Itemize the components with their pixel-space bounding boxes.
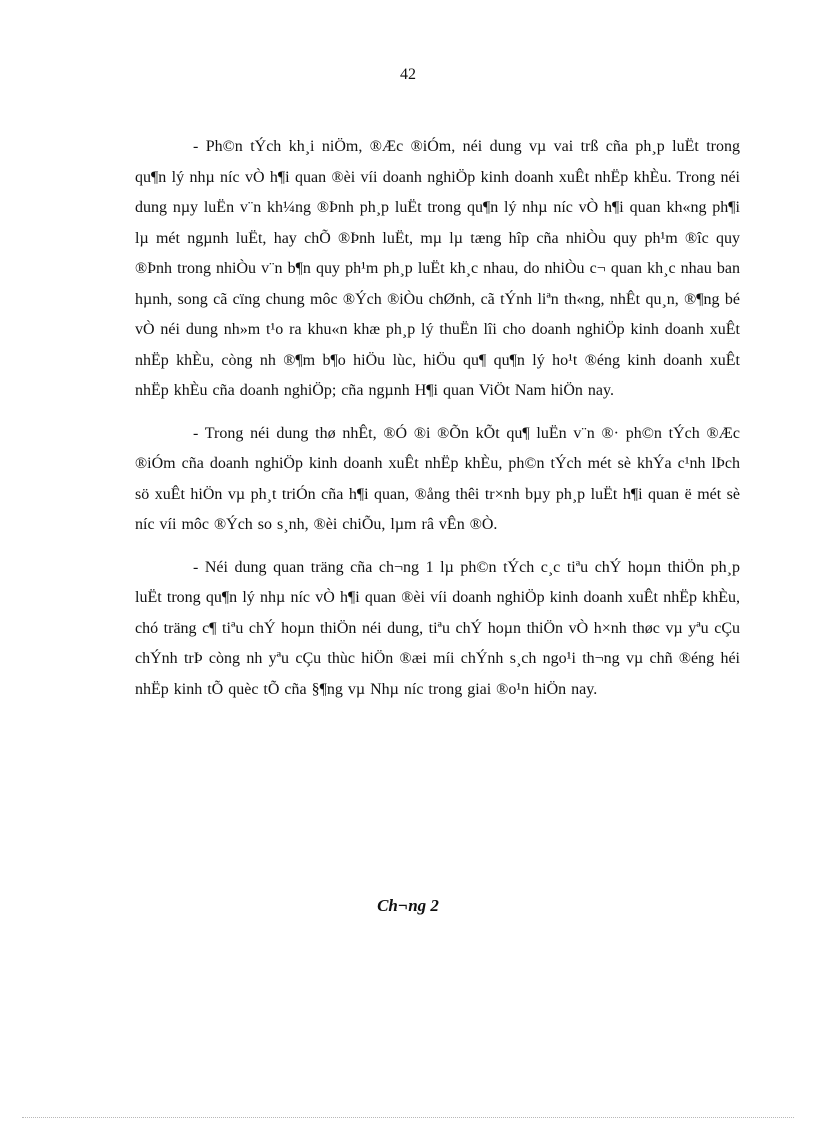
paragraph-2: - Trong néi dung thø nhÊt, ®Ó ®i ®Õn kÕt qu¶ luËn v¨n ®· ph©n tÝch ®Æc ®iÓm cña doanh nghiÖp kinh doanh xuÊt nhËp khÈu, ph©n tÝch mét sè khÝa c¹nh lÞch sö xuÊt hiÖn vµ ph¸t triÓn cña h¶i quan, ®ång thêi tr×nh bµy ph¸p luËt h¶i quan ë mét sè níc víi môc ®Ých so s¸nh, ®èi chiÕu, lµm râ vÊn ®Ò.	[135, 424, 740, 533]
paragraph-1: - Ph©n tÝch kh¸i niÖm, ®Æc ®iÓm, néi dung vµ vai trß cña ph¸p luËt trong qu¶n lý nhµ níc vÒ h¶i quan ®èi víi doanh nghiÖp kinh doanh xuÊt nhËp khÈu. Trong néi dung nµy luËn v¨n kh¼ng ®Þnh ph¸p luËt trong qu¶n lý nhµ níc vÒ h¶i quan kh«ng ph¶i lµ mét ngµnh luËt, hay chÕ ®Þnh luËt, mµ lµ tæng hîp cña nhiÒu quy ph¹m ®îc quy ®Þnh trong nhiÒu v¨n b¶n quy ph¹m ph¸p luËt kh¸c nhau, do nhiÒu c¬ quan kh¸c nhau ban hµnh, song cã cïng chung môc ®Ých ®iÒu chØnh, cã tÝnh liªn th«ng, nhÊt qu¸n, ®¶ng bé vÒ néi dung nh»m t¹o ra khu«n khæ ph¸p lý thuËn lîi cho doanh nghiÖp kinh doanh xuÊt nhËp khÈu, còng nh ®¶m b¶o hiÖu lùc, hiÖu qu¶ qu¶n lý ho¹t ®éng kinh doanh xuÊt nhËp khÈu cña doanh nghiÖp; cña ngµnh H¶i quan ViÖt Nam hiÖn nay.	[135, 138, 740, 399]
body-text	[135, 132, 740, 717]
paragraph-3: - Néi dung quan träng cña ch¬ng 1 lµ ph©n tÝch c¸c tiªu chÝ hoµn thiÖn ph¸p luËt trong qu¶n lý nhµ níc vÒ h¶i quan ®èi víi doanh nghiÖp kinh doanh xuÊt nhËp khÈu, chó träng c¶ tiªu chÝ hoµn thiÖn néi dung, tiªu chÝ hoµn thiÖn vÒ h×nh thøc vµ yªu cÇu chÝnh trÞ còng nh yªu cÇu thùc hiÖn ®æi míi chÝnh s¸ch ngo¹i th¬ng vµ chñ ®éng héi nhËp kinh tÕ quèc tÕ cña §¶ng vµ Nhµ níc trong giai ®o¹n hiÖn nay.	[135, 558, 740, 698]
page-number: 42	[400, 66, 416, 83]
chapter-heading: Ch¬ng 2	[377, 896, 439, 915]
page-bottom-divider	[22, 1117, 794, 1118]
